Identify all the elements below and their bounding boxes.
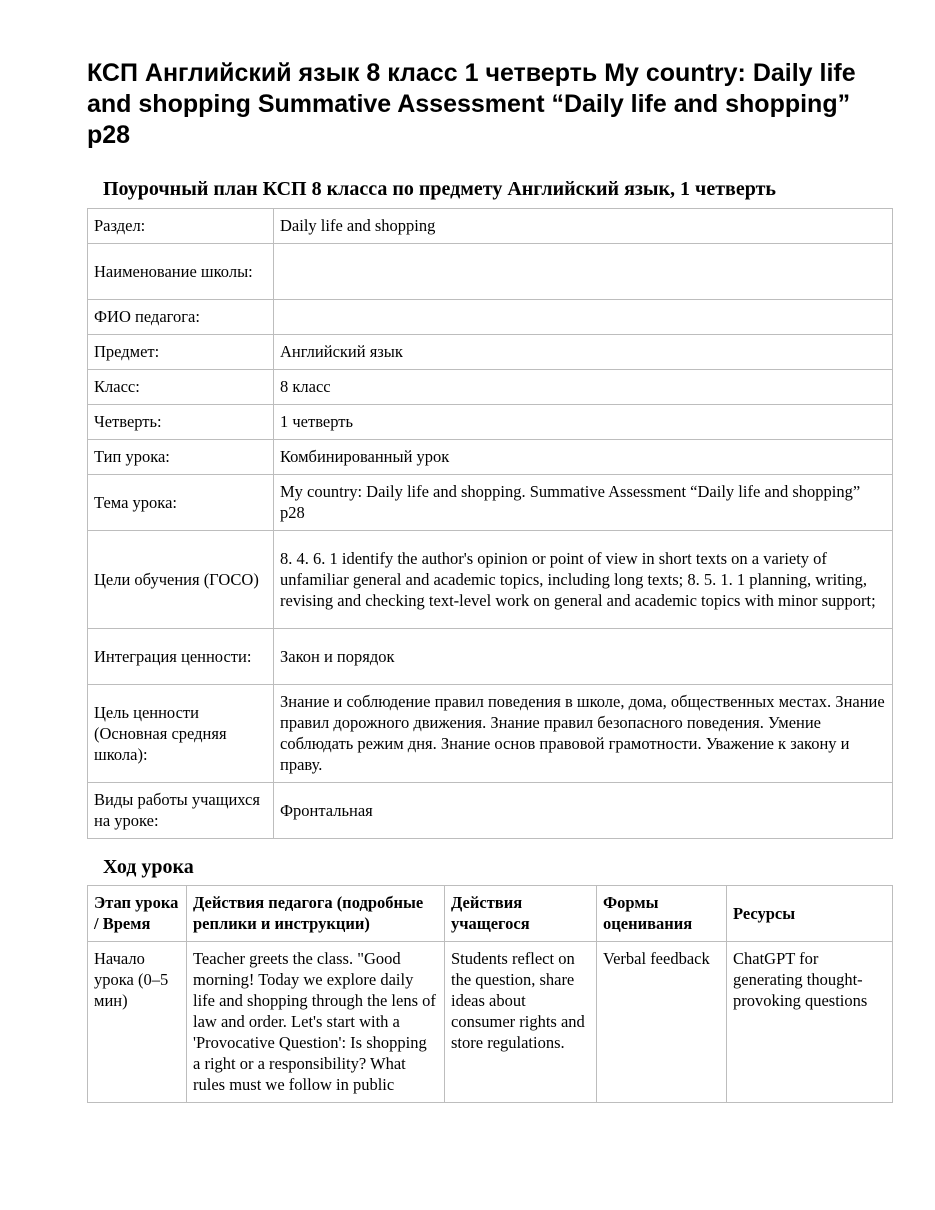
document-title: КСП Английский язык 8 класс 1 четверть My country: Daily life and shopping Summative Assessment “Daily life and shopping” p28 — [87, 59, 856, 149]
field-value — [274, 300, 893, 335]
table-row — [88, 440, 893, 475]
field-value: Комбинированный урок — [274, 440, 893, 475]
field-value: 8. 4. 6. 1 identify the author's opinion or point of view in short texts on a variety of unfamiliar general and academic topics, including long texts; 8. 5. 1. 1 planning, writing, revising and checking text-level work on general and academic topics with minor support; — [274, 531, 893, 629]
column-header-teacher-actions: Действия педагога (подробные реплики и инструкции) — [187, 886, 445, 942]
field-label: Класс: — [88, 370, 274, 405]
table-row — [88, 531, 893, 629]
table-row — [88, 629, 893, 685]
field-value — [274, 244, 893, 300]
field-label: Раздел: — [88, 209, 274, 244]
field-label: Тип урока: — [88, 440, 274, 475]
lesson-info-table — [87, 208, 893, 839]
column-header-resources: Ресурсы — [727, 886, 893, 942]
teacher-actions-cell: Teacher greets the class. "Good morning! Today we explore daily life and shopping through the lens of law and order. Let's start with a 'Provocative Question': Is shopping a right or a responsibility? What rules must we follow in public — [187, 942, 445, 1103]
table-row — [88, 783, 893, 839]
lesson-flow-header-row — [88, 886, 893, 942]
field-label: Цели обучения (ГОСО) — [88, 531, 274, 629]
table-row — [88, 335, 893, 370]
field-label: Тема урока: — [88, 475, 274, 531]
field-value: Фронтальная — [274, 783, 893, 839]
table-row — [88, 475, 893, 531]
lesson-info-body — [88, 209, 893, 839]
assessment-cell: Verbal feedback — [597, 942, 727, 1103]
field-value: 1 четверть — [274, 405, 893, 440]
plan-heading: Поурочный план КСП 8 класса по предмету Английский язык, 1 четверть — [103, 178, 776, 200]
table-row — [88, 244, 893, 300]
field-label: Цель ценности (Основная средняя школа): — [88, 685, 274, 783]
stage-cell: Начало урока (0–5 мин) — [88, 942, 187, 1103]
column-header-student-actions: Действия учащегося — [445, 886, 597, 942]
table-row — [88, 300, 893, 335]
field-label: Виды работы учащихся на уроке: — [88, 783, 274, 839]
field-value: Закон и порядок — [274, 629, 893, 685]
table-row — [88, 209, 893, 244]
table-row — [88, 370, 893, 405]
field-value: 8 класс — [274, 370, 893, 405]
column-header-stage: Этап урока / Время — [88, 886, 187, 942]
field-label: Наименование школы: — [88, 244, 274, 300]
field-label: Предмет: — [88, 335, 274, 370]
field-label: ФИО педагога: — [88, 300, 274, 335]
document-page — [87, 58, 893, 1103]
field-label: Интеграция ценности: — [88, 629, 274, 685]
student-actions-cell: Students reflect on the question, share ideas about consumer rights and store regulations. — [445, 942, 597, 1103]
field-value: My country: Daily life and shopping. Summative Assessment “Daily life and shopping” p28 — [274, 475, 893, 531]
table-row — [88, 942, 893, 1103]
resources-cell: ChatGPT for generating thought-provoking questions — [727, 942, 893, 1103]
column-header-assessment: Формы оценивания — [597, 886, 727, 942]
table-row — [88, 685, 893, 783]
field-value: Знание и соблюдение правил поведения в школе, дома, общественных местах. Знание правил дорожного движения. Знание правил безопасного поведения. Умение соблюдать режим дня. Знание основ правовой грамотности. Уважение к закону и праву. — [274, 685, 893, 783]
lesson-flow-table — [87, 885, 893, 1103]
lesson-flow-heading: Ход урока — [103, 856, 194, 878]
field-value: Английский язык — [274, 335, 893, 370]
lesson-flow-body — [88, 942, 893, 1103]
table-row — [88, 405, 893, 440]
field-label: Четверть: — [88, 405, 274, 440]
field-value: Daily life and shopping — [274, 209, 893, 244]
